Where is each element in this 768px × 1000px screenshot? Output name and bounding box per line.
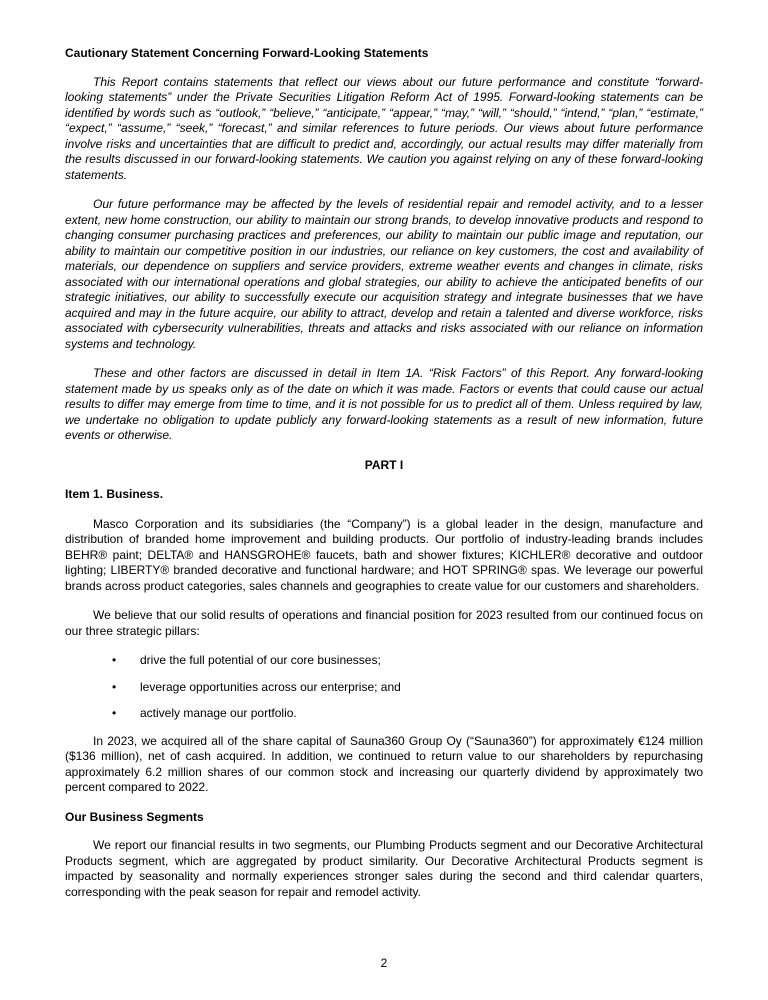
list-item: • actively manage our portfolio. xyxy=(65,706,703,722)
business-overview-paragraph: Masco Corporation and its subsidiaries (the “Company”) is a global leader in the design, manufacture and distribution of branded home improvement and building products. Our portfolio of industry-leading brands includes BEHR® paint; DELTA® and HANSGROHE® faucets, bath and shower fixtures; KICHLER® decorative and outdoor lighting; LIBERTY® branded decorative and functional hardware; and HOT SPRING® spas. We leverage our powerful brands across product categories, sales channels and geographies to create value for our customers and shareholders. xyxy=(65,516,703,593)
strategic-pillars-list xyxy=(65,653,703,722)
list-item: • leverage opportunities across our enterprise; and xyxy=(65,680,703,696)
strategic-pillars-intro-paragraph: We believe that our solid results of operations and financial position for 2023 resulted from our continued focus on our three strategic pillars: xyxy=(65,608,703,638)
page-number: 2 xyxy=(380,956,388,970)
list-item: • drive the full potential of our core businesses; xyxy=(65,653,703,669)
segments-paragraph: We report our financial results in two segments, our Plumbing Products segment and our Decorative Architectural Products segment, which are aggregated by product similarity. Our Decorative Architectural Products segment is impacted by seasonality and normally experiences stronger sales during the second and third calendar quarters, corresponding with the peak season for repair and remodel activity. xyxy=(65,838,703,899)
item-1-business-heading: Item 1. Business. xyxy=(65,487,164,501)
forward-looking-paragraph-3: These and other factors are discussed in detail in Item 1A. “Risk Factors” of this Report. Any forward-looking statement made by us speaks only as of the date on which it was made. Factors or events that could cause our actual results to differ may emerge from time to time, and it is not possible for us to predict all of them. Unless required by law, we undertake no obligation to update publicly any forward-looking statements as a result of new information, future events or otherwise. xyxy=(65,366,703,442)
business-segments-heading: Our Business Segments xyxy=(65,809,204,824)
cautionary-statement-heading: Cautionary Statement Concerning Forward-Looking Statements xyxy=(65,46,429,60)
forward-looking-paragraph-1: This Report contains statements that reflect our views about our future performance and constitute “forward-looking statements” under the Private Securities Litigation Reform Act of 1995. Forward-looking statements can be identified by words such as “outlook,” “believe,” “anticipate,” “appear,” “may,” “will,” “should,” “intend,” “plan,” “estimate,” “expect,” “assume,” “seek,” “forecast,” and similar references to future periods. Our views about future performance involve risks and uncertainties that are difficult to predict and, accordingly, our actual results may differ materially from the results discussed in our forward-looking statements. We caution you against relying on any of these forward-looking statements. xyxy=(65,74,703,182)
acquisition-paragraph: In 2023, we acquired all of the share capital of Sauna360 Group Oy (“Sauna360”) for approximately €124 million ($136 million), net of cash acquired. In addition, we continued to return value to our shareholders by repurchasing approximately 6.2 million shares of our common stock and increasing our quarterly dividend by approximately two percent compared to 2022. xyxy=(65,733,703,794)
part-i-heading: PART I xyxy=(364,457,404,472)
forward-looking-paragraph-2: Our future performance may be affected by the levels of residential repair and remodel activity, and to a lesser extent, new home construction, our ability to maintain our strong brands, to develop innovative products and respond to changing consumer purchasing practices and preferences, our ability to maintain our public image and reputation, our ability to maintain our competitive position in our industries, our reliance on key customers, the cost and availability of materials, our dependence on suppliers and service providers, extreme weather events and changes in climate, risks associated with our international operations and global strategies, our ability to achieve the anticipated benefits of our strategic initiatives, our ability to successfully execute our acquisition strategy and integrate businesses that we have acquired and may in the future acquire, our ability to attract, develop and retain a talented and diverse workforce, risks associated with cybersecurity vulnerabilities, threats and attacks and risks associated with our reliance on information systems and technology. xyxy=(65,197,703,351)
